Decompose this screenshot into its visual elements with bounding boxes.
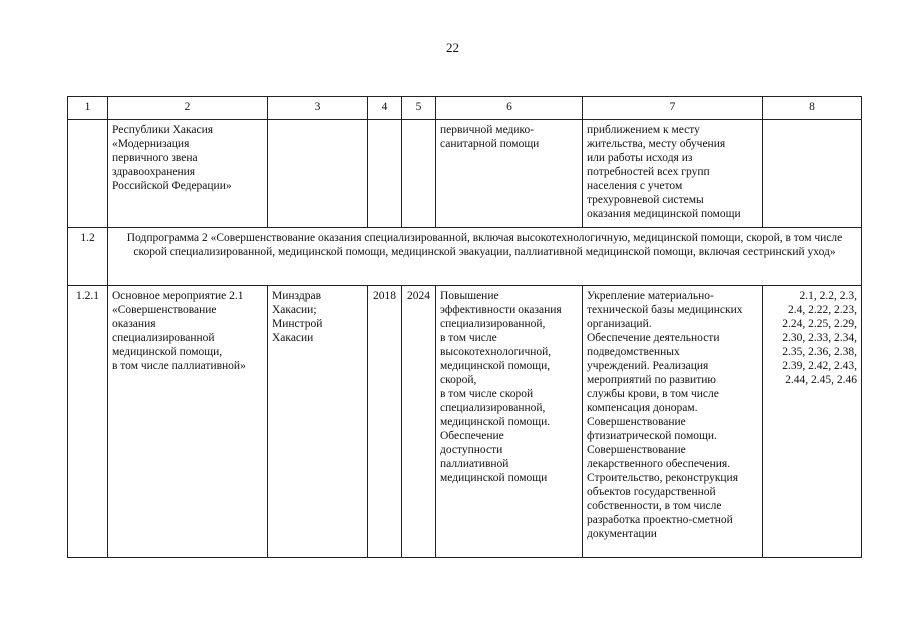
- header-cell: 8: [763, 97, 862, 120]
- cell-activity: Основное мероприятие 2.1 «Совершенствование оказания специализированной медицинской помощи, в том числе паллиативной»: [108, 286, 268, 558]
- table-header-row: [68, 97, 862, 120]
- cell-end-year: [402, 120, 436, 228]
- cell-indicators: 2.1, 2.2, 2.3, 2.4, 2.22, 2.23, 2.24, 2.25, 2.29, 2.30, 2.33, 2.34, 2.35, 2.36, 2.38, 2.39, 2.42, 2.43, 2.44, 2.45, 2.46: [763, 286, 862, 558]
- header-cell: 7: [583, 97, 763, 120]
- cell-executor: Минздрав Хакасии; Минстрой Хакасии: [268, 286, 368, 558]
- header-cell: 2: [108, 97, 268, 120]
- header-cell: 5: [402, 97, 436, 120]
- cell-number: 1.2.1: [68, 286, 108, 558]
- subprogram-number: 1.2: [68, 228, 108, 286]
- cell-end-year: 2024: [402, 286, 436, 558]
- cell-indicators: [763, 120, 862, 228]
- page-number: 22: [446, 40, 459, 55]
- cell-executor: [268, 120, 368, 228]
- table-row: [68, 120, 862, 228]
- cell-activity: Республики Хакасия «Модернизация первичного звена здравоохранения Российской Федерации»: [108, 120, 268, 228]
- header-cell: 1: [68, 97, 108, 120]
- cell-expected-result: первичной медико- санитарной помощи: [436, 120, 583, 228]
- program-table: [67, 96, 862, 558]
- cell-expected-result: Повышение эффективности оказания специализированной, в том числе высокотехнологичной, медицинской помощи, скорой, в том числе скорой специализированной, медицинской помощи. Обеспечение доступности паллиативной медицинской помощи: [436, 286, 583, 558]
- header-cell: 6: [436, 97, 583, 120]
- cell-start-year: 2018: [368, 286, 402, 558]
- subprogram-row: [68, 228, 862, 286]
- subprogram-title: Подпрограмма 2 «Совершенствование оказания специализированной, включая высокотехнологичную, медицинской помощи, скорой, в том числе скорой специализированной, медицинской помощи, медицинской эвакуации, паллиативной медицинской помощи, включая сестринский уход»: [108, 228, 862, 286]
- cell-directions: приближением к месту жительства, месту обучения или работы исходя из потребностей всех групп населения с учетом трехуровневой системы оказания медицинской помощи: [583, 120, 763, 228]
- header-cell: 3: [268, 97, 368, 120]
- cell-number: [68, 120, 108, 228]
- cell-start-year: [368, 120, 402, 228]
- cell-directions: Укрепление материально- технической базы медицинских организаций. Обеспечение деятельности подведомственных учреждений. Реализация мероприятий по развитию службы крови, в том числе компенсация донорам. Совершенствование фтизиатрической помощи. Совершенствование лекарственного обеспечения. Строительство, реконструкция объектов государственной собственности, в том числе разработка проектно-сметной документации: [583, 286, 763, 558]
- header-cell: 4: [368, 97, 402, 120]
- table-row: [68, 286, 862, 558]
